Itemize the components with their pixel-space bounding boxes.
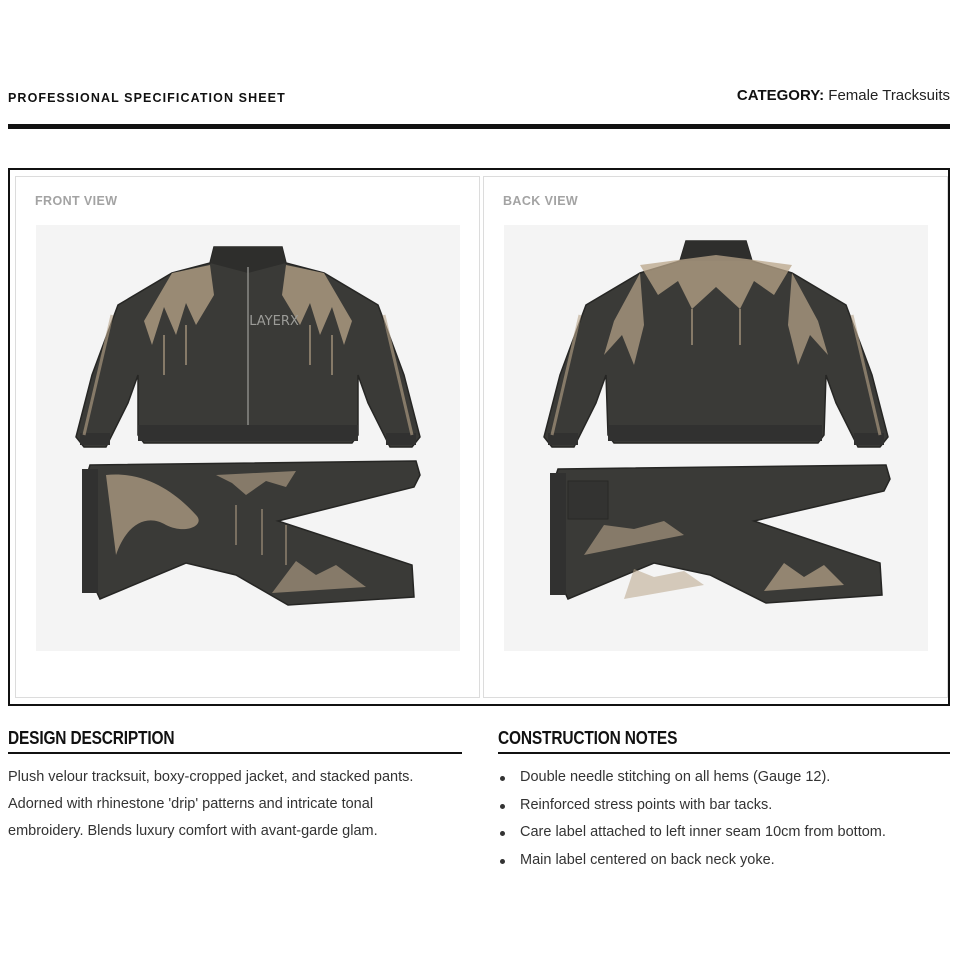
category-label: CATEGORY:	[736, 87, 825, 104]
views-frame	[8, 168, 950, 706]
design-description-text	[8, 764, 478, 845]
pants-back	[550, 465, 890, 603]
jacket-front	[76, 247, 420, 447]
construction-notes-divider	[498, 752, 950, 754]
front-view-panel	[15, 176, 480, 698]
construction-notes-title: CONSTRUCTION NOTES	[498, 728, 678, 748]
design-description-title: DESIGN DESCRIPTION	[8, 728, 175, 748]
category-value: Female Tracksuits	[828, 87, 950, 104]
construction-note: Care label attached to left inner seam 10cm from bottom.	[498, 819, 950, 847]
pants-front	[82, 461, 420, 605]
tracksuit-front-illustration	[36, 225, 460, 651]
front-view-label: FRONT VIEW	[35, 194, 118, 208]
construction-note: Double needle stitching on all hems (Gauge 12).	[498, 764, 950, 792]
description-line: Plush velour tracksuit, boxy-cropped jacket, and stacked pants.	[8, 769, 414, 785]
construction-note: Reinforced stress points with bar tacks.	[498, 792, 950, 820]
construction-notes-list	[498, 764, 950, 874]
description-line: Adorned with rhinestone 'drip' patterns and intricate tonal	[8, 796, 374, 812]
back-view-panel	[483, 176, 948, 698]
category	[737, 87, 950, 104]
sheet-title: PROFESSIONAL SPECIFICATION SHEET	[8, 91, 286, 105]
jacket-back	[544, 241, 888, 447]
header-divider	[8, 124, 950, 129]
description-line: embroidery. Blends luxury comfort with avant-garde glam.	[8, 823, 378, 839]
back-view-image	[504, 225, 928, 651]
construction-note: Main label centered on back neck yoke.	[498, 847, 950, 875]
jacket-logo-text: LAYERX	[249, 314, 299, 329]
back-view-label: BACK VIEW	[503, 194, 579, 208]
front-view-image	[36, 225, 460, 651]
tracksuit-back-illustration	[504, 225, 928, 651]
design-description-divider	[8, 752, 462, 754]
